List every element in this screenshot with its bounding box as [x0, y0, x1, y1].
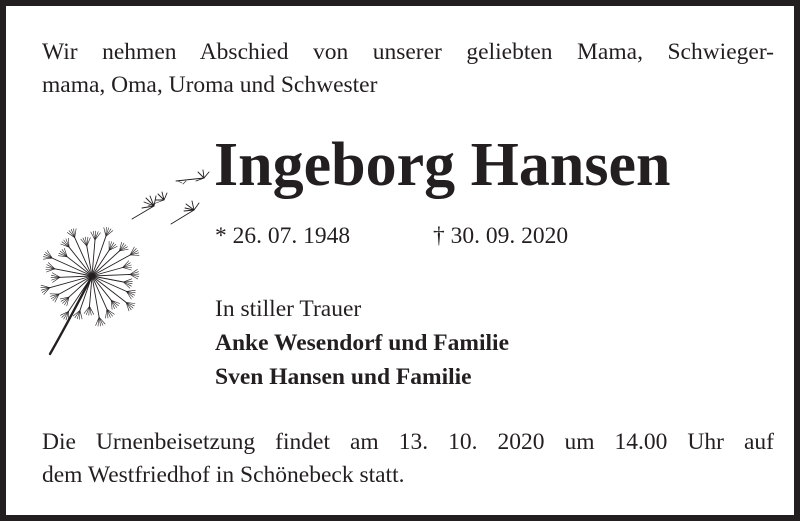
intro-line-1: Wir nehmen Abschied von unserer geliebten Mama, Schwieger- [42, 39, 774, 65]
birth-date: * 26. 07. 1948 [215, 223, 351, 249]
mourners-block [215, 292, 509, 394]
life-dates [215, 221, 569, 251]
intro-line-2: mama, Oma, Uroma und Schwester [42, 72, 378, 98]
death-date: † 30. 09. 2020 [433, 223, 569, 249]
burial-notice [42, 426, 774, 492]
deceased-name: Ingeborg Hansen [214, 131, 671, 199]
burial-line-1: Die Urnenbeisetzung findet am 13. 10. 2020 um 14.00 Uhr auf [42, 429, 774, 455]
burial-line-2: dem Westfriedhof in Schönebeck statt. [42, 462, 405, 488]
mourner-family: Anke Wesendorf und Familie [215, 330, 510, 356]
mourning-phrase: In stiller Trauer [215, 296, 362, 322]
mourner-family: Sven Hansen und Familie [215, 364, 472, 390]
dandelion-icon [36, 166, 216, 361]
intro-text [42, 36, 774, 102]
